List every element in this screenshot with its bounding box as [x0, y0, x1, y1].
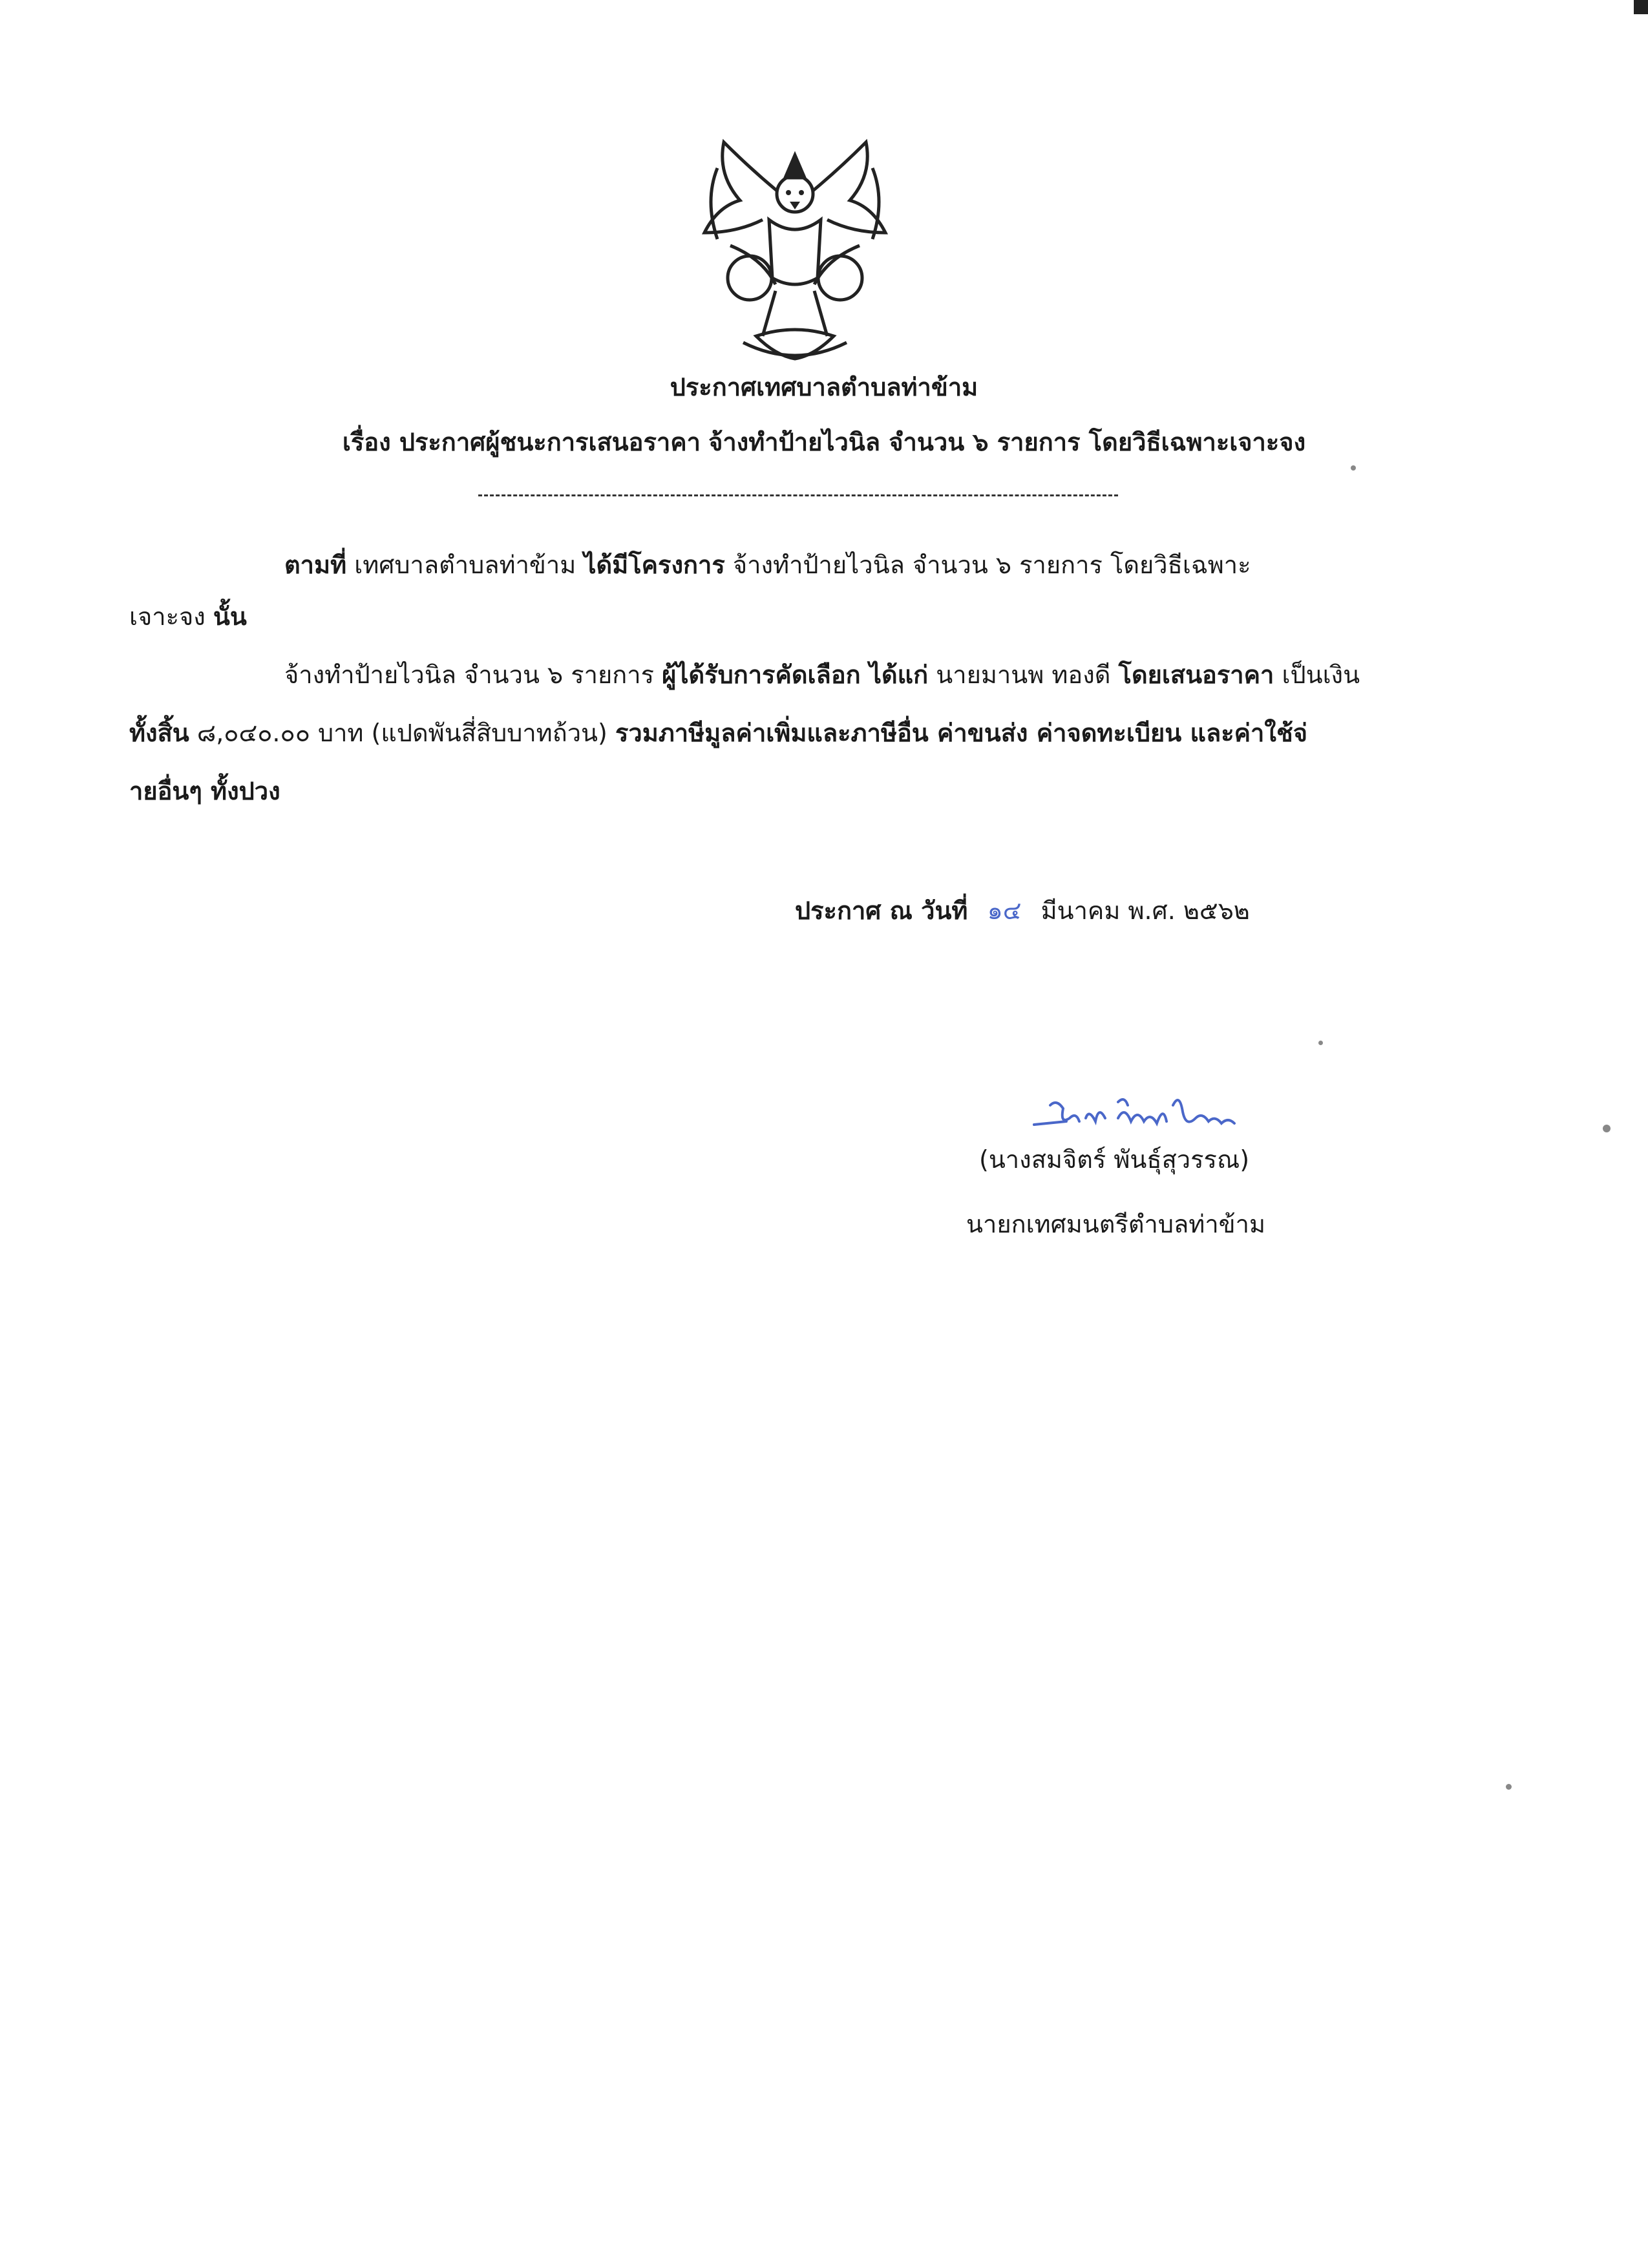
paragraph-2-line-2	[129, 717, 1307, 748]
p2-line2-bold1: ทั้งสิ้น	[129, 719, 189, 747]
p1-part2: จ้างทำป้ายไวนิล จำนวน ๖ รายการ โดยวิธีเฉพาะ	[732, 551, 1251, 579]
paragraph-1-line-1	[284, 549, 1251, 580]
p2-part3: เป็นเงิน	[1282, 661, 1360, 689]
paragraph-2-line-3	[129, 776, 280, 807]
p1-line2-text: เจาะจง	[129, 602, 206, 631]
p1-part1: เทศบาลตำบลท่าข้าม	[354, 551, 576, 579]
document-title: ประกาศเทศบาลตำบลท่าข้าม	[670, 373, 978, 401]
garuda-emblem	[679, 129, 911, 368]
document-subject	[0, 427, 1648, 458]
title-divider	[478, 494, 1118, 496]
p2-part1: จ้างทำป้ายไวนิล จำนวน ๖ รายการ	[284, 661, 655, 689]
p2-line3-bold: ายอื่นๆ ทั้งปวง	[129, 777, 280, 805]
p2-line2-bold2: รวมภาษีมูลค่าเพิ่มและภาษีอื่น ค่าขนส่ง ค่าจดทะเบียน และค่าใช้จ่	[615, 719, 1308, 747]
p2-bold1: ผู้ได้รับการคัดเลือก ได้แก่	[662, 661, 929, 689]
scan-speck	[1351, 465, 1356, 471]
p1-lead: ตามที่	[284, 551, 347, 579]
p2-line2-text1: ๘,๐๔๐.๐๐ บาท (แปดพันสี่สิบบาทถ้วน)	[196, 719, 607, 747]
date-prefix: ประกาศ ณ วันที่	[795, 896, 968, 925]
p1-bold2: ได้มีโครงการ	[584, 551, 725, 579]
signatory-position: นายกเทศมนตรีตำบลท่าข้าม	[966, 1210, 1266, 1238]
subject-label: เรื่อง ประกาศผู้ชนะการเสนอราคา	[342, 428, 701, 456]
signatory-name: (นางสมจิตร์ พันธุ์สุวรรณ)	[979, 1145, 1250, 1174]
scan-speck	[1506, 1784, 1512, 1790]
subject-text: จ้างทำป้ายไวนิล จำนวน ๖ รายการ โดยวิธีเฉพาะเจาะจง	[708, 428, 1306, 456]
date-month-year: มีนาคม พ.ศ. ๒๕๖๒	[1041, 896, 1250, 925]
p2-bold2: โดยเสนอราคา	[1118, 661, 1274, 689]
scan-speck	[1318, 1041, 1323, 1045]
paragraph-2-line-1	[284, 659, 1360, 690]
handwritten-signature	[1028, 1086, 1241, 1144]
announcement-date	[795, 895, 1250, 926]
scan-edge-mark	[1634, 0, 1648, 14]
paragraph-1-line-2	[129, 601, 247, 632]
date-day: ๑๔	[987, 896, 1022, 925]
scan-speck	[1603, 1125, 1611, 1132]
p1-line2-bold: นั้น	[213, 602, 247, 631]
p2-part2: นายมานพ ทองดี	[936, 661, 1111, 689]
